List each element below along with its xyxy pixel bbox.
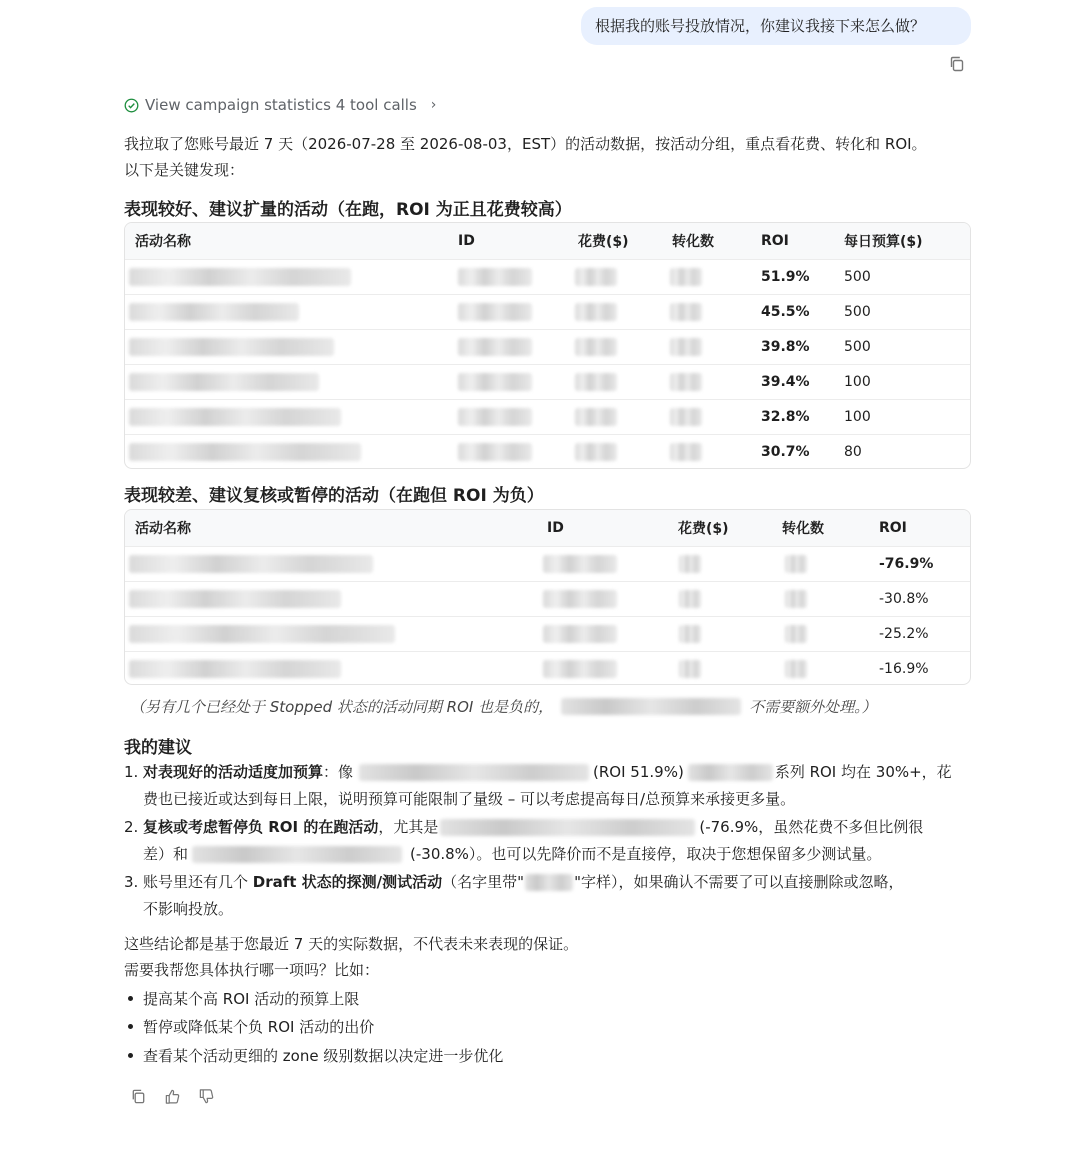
recommendation-text: 差）和 [143, 845, 189, 863]
tool-calls-toggle[interactable] [124, 95, 436, 115]
conversions-cell [670, 295, 702, 329]
table-row [125, 329, 970, 364]
campaign-name-cell [129, 582, 341, 616]
roi-cell: 45.5% [761, 304, 810, 320]
roi-cell: 39.4% [761, 374, 810, 390]
daily-budget-cell: 80 [844, 444, 862, 460]
redacted-value [129, 408, 341, 426]
recommendation-text: 账号里还有几个 [143, 873, 253, 891]
redacted-value [575, 268, 617, 286]
col-header-id: ID [458, 233, 475, 249]
message-actions [130, 1088, 215, 1105]
intro-line-1: 我拉取了您账号最近 7 天（2026-07-28 至 2026-08-03，EST）的活动数据，按活动分组，重点看花费、转化和 ROI。 [124, 135, 927, 153]
check-circle-icon [124, 98, 139, 113]
list-number: 3. [124, 873, 139, 891]
campaign-name-cell [129, 400, 341, 434]
redacted-value [670, 338, 702, 356]
redacted-value [575, 408, 617, 426]
intro-line-2: 以下是关键发现： [124, 161, 245, 179]
spend-cell [679, 582, 701, 616]
col-header-name: 活动名称 [135, 521, 191, 537]
redacted-value [679, 555, 701, 573]
campaign-id-cell [458, 295, 532, 329]
closing-line-2: 需要我帮您具体执行哪一项吗？比如： [124, 961, 380, 979]
recommendation-item-2 [124, 814, 974, 868]
stopped-campaigns-note [130, 696, 877, 717]
col-header-budget: 每日预算($) [844, 234, 923, 250]
redacted-campaign-name [359, 764, 589, 781]
redacted-value [129, 303, 299, 321]
recommendation-text: 系列 ROI 均在 30%+，花 [774, 763, 952, 781]
closing-paragraph [124, 931, 578, 983]
table-row [125, 399, 970, 434]
spend-cell [575, 295, 617, 329]
table-row [125, 616, 970, 651]
redacted-value [458, 303, 532, 321]
recommendation-text: 费也已接近或达到每日上限，说明预算可能限制了量级 – 可以考虑提高每日/总预算来承接更多量。 [143, 790, 796, 808]
table-row [125, 259, 970, 294]
list-item [124, 988, 359, 1009]
table-row [125, 546, 970, 581]
bad-campaigns-heading: 表现较差、建议复核或暂停的活动（在跑但 ROI 为负） [124, 486, 544, 506]
recommendation-title: 对表现好的活动适度加预算 [143, 763, 324, 781]
redacted-value [129, 373, 319, 391]
spend-cell [575, 330, 617, 364]
spend-cell [575, 400, 617, 434]
spend-cell [679, 617, 701, 651]
roi-cell: -25.2% [879, 626, 929, 642]
campaign-name-cell [129, 547, 373, 581]
daily-budget-cell: 500 [844, 339, 871, 355]
redacted-keyword [525, 874, 573, 891]
table-row [125, 294, 970, 329]
recommendation-title: 复核或考虑暂停负 ROI 的在跑活动 [143, 818, 379, 836]
campaign-name-cell [129, 652, 341, 685]
redacted-value [543, 555, 617, 573]
conversions-cell [785, 582, 807, 616]
redacted-value [575, 338, 617, 356]
conversions-cell [670, 435, 702, 469]
redacted-value [670, 443, 702, 461]
bullet-dot [128, 1024, 133, 1029]
spend-cell [679, 547, 701, 581]
chevron-right-icon: › [430, 97, 437, 113]
table-row [125, 434, 970, 469]
redacted-value [129, 660, 341, 678]
table-header-row [125, 223, 970, 259]
roi-cell: -76.9% [879, 556, 934, 572]
bullet-dot [128, 1053, 133, 1058]
daily-budget-cell: 500 [844, 269, 871, 285]
conversions-cell [785, 617, 807, 651]
list-number: 2. [124, 818, 139, 836]
thumbs-up-icon[interactable] [164, 1088, 181, 1105]
good-campaigns-heading: 表现较好、建议扩量的活动（在跑，ROI 为正且花费较高） [124, 200, 572, 220]
redacted-value [458, 373, 532, 391]
redacted-value [575, 443, 617, 461]
bad-campaigns-table [124, 509, 971, 685]
daily-budget-cell: 500 [844, 304, 871, 320]
recommendation-text: （名字里带" [442, 873, 525, 891]
redacted-value [679, 625, 701, 643]
col-header-conversions: 转化数 [672, 234, 714, 250]
redacted-campaign-name [688, 764, 773, 781]
recommendation-text: 不影响投放。 [143, 900, 234, 918]
redacted-value [785, 660, 807, 678]
redacted-value [679, 590, 701, 608]
col-header-id: ID [547, 520, 564, 536]
conversions-cell [670, 330, 702, 364]
roi-cell: 32.8% [761, 409, 810, 425]
redacted-value [543, 590, 617, 608]
table-row [125, 651, 970, 685]
redacted-value [129, 268, 351, 286]
spend-cell [575, 435, 617, 469]
list-item-text: 暂停或降低某个负 ROI 活动的出价 [143, 1018, 375, 1036]
recommendation-text: ，尤其是 [378, 818, 439, 836]
campaign-id-cell [458, 330, 532, 364]
bullet-dot [128, 996, 133, 1001]
closing-line-1: 这些结论都是基于您最近 7 天的实际数据，不代表未来表现的保证。 [124, 935, 579, 953]
redacted-value [670, 408, 702, 426]
recommendation-text: ：像 [323, 763, 354, 781]
conversions-cell [670, 365, 702, 399]
campaign-name-cell [129, 435, 361, 469]
campaign-id-cell [543, 617, 617, 651]
campaign-name-cell [129, 365, 319, 399]
redacted-value [543, 625, 617, 643]
list-item [124, 1045, 503, 1066]
list-number: 1. [124, 763, 139, 781]
campaign-id-cell [458, 435, 532, 469]
recommendation-title: Draft 状态的探测/测试活动 [252, 873, 443, 891]
conversions-cell [785, 547, 807, 581]
campaign-name-cell [129, 330, 334, 364]
campaign-id-cell [543, 652, 617, 685]
campaign-id-cell [458, 365, 532, 399]
redacted-value [575, 303, 617, 321]
recommendation-item-3 [124, 869, 974, 923]
col-header-roi: ROI [879, 520, 907, 536]
col-header-conversions: 转化数 [782, 521, 824, 537]
campaign-id-cell [543, 547, 617, 581]
note-text-before: （另有几个已经处于 Stopped 状态的活动同期 ROI 也是负的， [130, 698, 554, 716]
redacted-value [679, 660, 701, 678]
redacted-value [458, 443, 532, 461]
table-row [125, 364, 970, 399]
list-item-text: 查看某个活动更细的 zone 级别数据以决定进一步优化 [143, 1047, 504, 1065]
redacted-value [458, 268, 532, 286]
roi-cell: 30.7% [761, 444, 810, 460]
intro-paragraph [124, 131, 927, 183]
roi-cell: 51.9% [761, 269, 810, 285]
redacted-value [575, 373, 617, 391]
redacted-value [129, 625, 395, 643]
redacted-value [785, 590, 807, 608]
campaign-name-cell [129, 260, 351, 294]
col-header-name: 活动名称 [135, 234, 191, 250]
redacted-value [785, 625, 807, 643]
list-item-text: 提高某个高 ROI 活动的预算上限 [143, 990, 360, 1008]
recommendation-text: (-30.8%）。也可以先降价而不是直接停，取决于您想保留多少测试量。 [410, 845, 882, 863]
recommendation-text: (-76.9%，虽然花费不多但比例很 [699, 818, 924, 836]
table-header-row [125, 510, 970, 546]
campaign-name-cell [129, 295, 299, 329]
redacted-value [670, 373, 702, 391]
recommendations-heading: 我的建议 [124, 738, 192, 758]
redacted-campaign-name [440, 819, 695, 836]
tool-calls-label: View campaign statistics 4 tool calls [145, 96, 417, 114]
redacted-value [458, 408, 532, 426]
daily-budget-cell: 100 [844, 374, 871, 390]
redacted-campaign-name [192, 846, 402, 863]
good-campaigns-table [124, 222, 971, 469]
recommendation-text: "字样），如果确认不需要了可以直接删除或忽略， [574, 873, 904, 891]
roi-cell: -30.8% [879, 591, 929, 607]
redacted-value [458, 338, 532, 356]
copy-icon[interactable] [948, 55, 966, 73]
col-header-spend: 花费($) [678, 521, 729, 537]
spend-cell [679, 652, 701, 685]
daily-budget-cell: 100 [844, 409, 871, 425]
table-row [125, 581, 970, 616]
campaign-id-cell [458, 260, 532, 294]
list-item [124, 1016, 374, 1037]
redacted-value [129, 590, 341, 608]
conversions-cell [785, 652, 807, 685]
recommendation-item-1 [124, 759, 974, 813]
user-message-bubble [581, 7, 971, 45]
campaign-id-cell [543, 582, 617, 616]
note-text-after: 不需要额外处理。） [749, 698, 877, 716]
col-header-spend: 花费($) [578, 234, 629, 250]
redacted-value [785, 555, 807, 573]
conversions-cell [670, 400, 702, 434]
redacted-value [670, 303, 702, 321]
recommendation-text: (ROI 51.9%) [593, 763, 684, 781]
redacted-value [129, 443, 361, 461]
spend-cell [575, 365, 617, 399]
redacted-value [670, 268, 702, 286]
col-header-roi: ROI [761, 233, 789, 249]
roi-cell: 39.8% [761, 339, 810, 355]
redacted-campaign-names [561, 698, 741, 715]
redacted-value [129, 338, 334, 356]
user-message-text: 根据我的账号投放情况，你建议我接下来怎么做？ [595, 17, 926, 35]
redacted-value [543, 660, 617, 678]
conversions-cell [670, 260, 702, 294]
campaign-id-cell [458, 400, 532, 434]
campaign-name-cell [129, 617, 395, 651]
roi-cell: -16.9% [879, 661, 929, 677]
copy-icon[interactable] [130, 1088, 147, 1105]
redacted-value [129, 555, 373, 573]
spend-cell [575, 260, 617, 294]
thumbs-down-icon[interactable] [198, 1088, 215, 1105]
